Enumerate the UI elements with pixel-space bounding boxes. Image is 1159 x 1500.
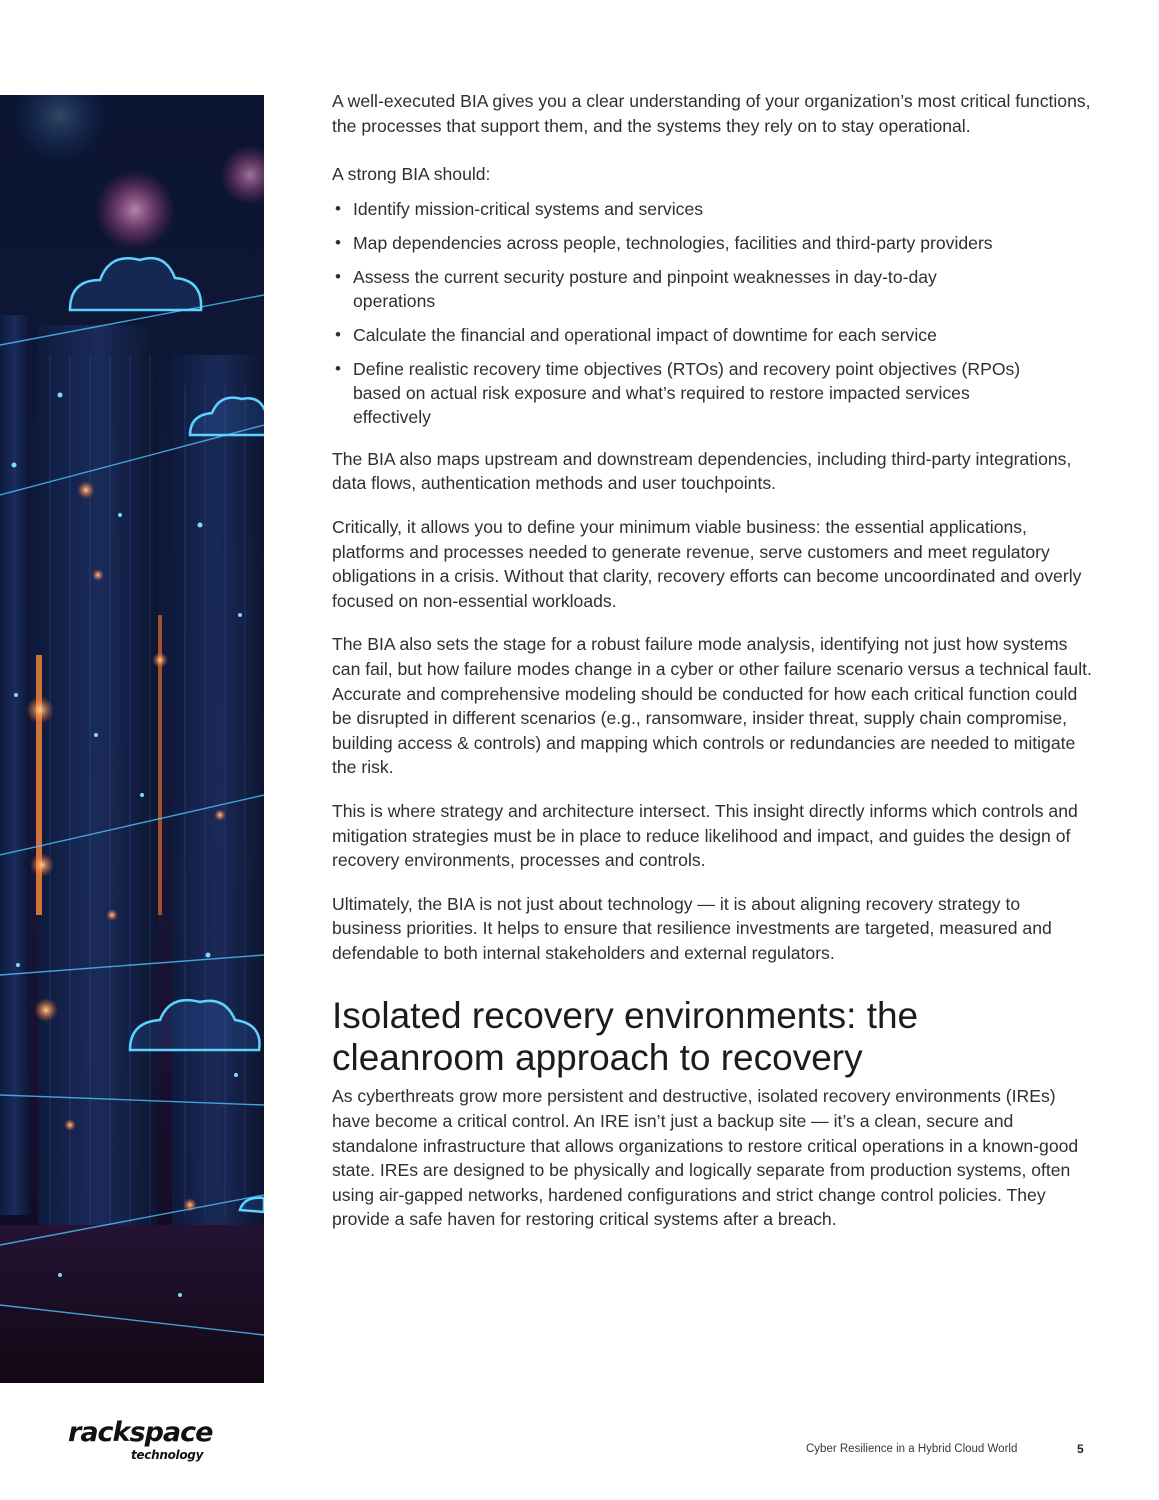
body-paragraph: Ultimately, the BIA is not just about technology — it is about aligning recovery strategy to business priorities. It helps to ensure that resilience investments are targeted, measured and defendable to both internal stakeholders and external regulators.	[332, 893, 1052, 963]
bullet-icon: •	[335, 324, 341, 344]
bia-requirements-list	[332, 197, 1094, 429]
body-paragraph: The BIA also sets the stage for a robust failure mode analysis, identifying not just how systems can fail, but how failure modes change in a cyber or other failure scenario versus a technical fault. Accurate and comprehensive modeling should be conducted for how each critical function could be disrupted in different scenarios (e.g., ransomware, insider threat, supply chain compromise, building access & controls) and mapping which controls or redundancies are needed to mitigate the risk.	[332, 634, 1092, 778]
page-number: 5	[1077, 1442, 1084, 1456]
bullet-icon: •	[335, 266, 341, 286]
list-lead: A strong BIA should:	[332, 164, 491, 185]
server-cloud-illustration	[0, 95, 264, 1383]
footer-document-title: Cyber Resilience in a Hybrid Cloud World	[806, 1443, 1018, 1455]
intro-paragraph: A well-executed BIA gives you a clear understanding of your organization’s most critical functions, the processes that support them, and the systems they rely on to stay operational.	[332, 91, 1091, 136]
list-item: • Assess the current security posture and pinpoint weaknesses in day-to-day operations	[335, 266, 937, 311]
list-item: • Map dependencies across people, technologies, facilities and third-party providers	[335, 232, 993, 253]
hero-image	[0, 95, 264, 1383]
main-content	[332, 89, 1094, 1251]
logo-subtitle: technology	[131, 1448, 204, 1462]
bullet-icon: •	[335, 358, 341, 378]
body-paragraph: The BIA also maps upstream and downstream dependencies, including third-party integrations, data flows, authentication methods and user touchpoints.	[332, 448, 1072, 494]
body-paragraph: This is where strategy and architecture intersect. This insight directly informs which controls and mitigation strategies must be in place to reduce likelihood and impact, and guides the design of recovery environments, processes and controls.	[332, 800, 1078, 871]
section-heading: Isolated recovery environments: the cleanroom approach to recovery	[332, 995, 919, 1078]
list-item: • Calculate the financial and operational impact of downtime for each service	[335, 324, 937, 345]
list-item: • Identify mission-critical systems and services	[335, 198, 704, 219]
rackspace-logo	[68, 1418, 218, 1466]
section-paragraph: As cyberthreats grow more persistent and destructive, isolated recovery environments (IREs) have become a critical control. An IRE isn’t just a backup site — it’s a clean, secure and standalone infrastructure that allows organizations to restore critical operations in a known-good state. IREs are designed to be physically and logically separate from production systems, often using air-gapped networks, hardened configurations and strict change control policies. They provide a safe haven for restoring critical systems after a breach.	[332, 1086, 1079, 1230]
body-paragraph: Critically, it allows you to define your minimum viable business: the essential applications, platforms and processes needed to generate revenue, serve customers and meet regulatory obligations in a crisis. Without that clarity, recovery efforts can become uncoordinated and overly focused on non-essential workloads.	[332, 516, 1082, 611]
list-item: • Define realistic recovery time objectives (RTOs) and recovery point objectives (RPOs) based on actual risk exposure and what’s required to restore impacted services effectively	[335, 358, 1021, 427]
logo-wordmark: rackspace	[68, 1417, 213, 1448]
bullet-icon: •	[335, 232, 341, 252]
bullet-icon: •	[335, 198, 341, 218]
